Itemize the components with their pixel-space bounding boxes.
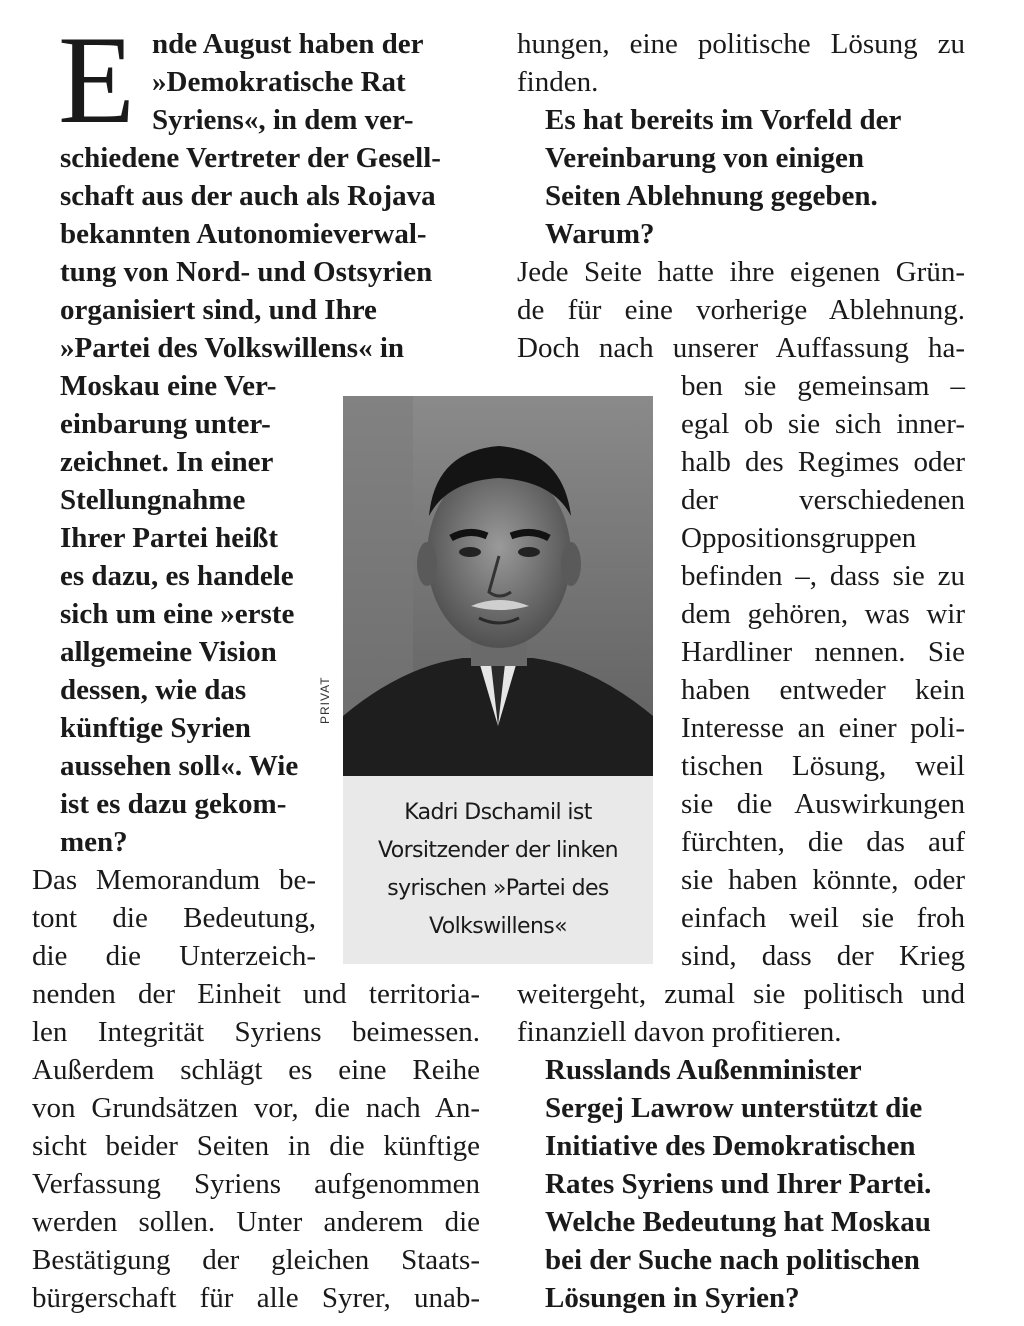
text-line: befinden –, dass sie zu	[681, 560, 965, 592]
question-line: es dazu, es handele	[60, 560, 294, 592]
question-line: bekannten Autonomieverwal-	[60, 218, 427, 250]
text-line: einfach weil sie froh	[681, 902, 965, 934]
text-line: Rates Syriens und Ihrer Partei.	[545, 1168, 932, 1200]
answer-line: bürgerschaft für alle Syrer, unab-	[32, 1282, 480, 1314]
text-line: tischen Lösung, weil	[681, 750, 965, 782]
text-line: Lösungen in Syrien?	[545, 1282, 800, 1314]
answer-line: tont die Bedeutung,	[32, 902, 316, 934]
drop-cap: E	[58, 11, 135, 150]
question-line: allgemeine Vision	[60, 636, 277, 668]
question-line: künftige Syrien	[60, 712, 251, 744]
text-line: Initiative des Demokratischen	[545, 1130, 916, 1162]
answer-line: die die Unterzeich-	[32, 940, 316, 972]
text-line: fürchten, die das auf	[681, 826, 965, 858]
answer-line: Bestätigung der gleichen Staats-	[32, 1244, 480, 1276]
text-line: sie haben könnte, oder	[681, 864, 965, 896]
text-line: dem gehören, was wir	[681, 598, 965, 630]
answer-line: von Grundsätzen vor, die nach An-	[32, 1092, 480, 1124]
text-line: der verschiedenen	[681, 484, 965, 516]
text-line: bei der Suche nach politischen	[545, 1244, 920, 1276]
question-line: zeichnet. In einer	[60, 446, 274, 478]
photo-credit: PRIVAT	[318, 676, 332, 724]
question-line: sich um eine »erste	[60, 598, 295, 630]
answer-line: Das Memorandum be-	[32, 864, 316, 896]
question-line: nde August haben der	[152, 28, 424, 60]
photo-caption-line: Vorsitzender der linken	[378, 838, 618, 863]
question-line: tung von Nord- und Ostsyrien	[60, 256, 433, 288]
question-line: ist es dazu gekom-	[60, 788, 287, 820]
text-line: Oppositionsgruppen	[681, 522, 917, 554]
photo-caption-line: syrischen »Partei des	[387, 876, 609, 901]
question-line: schiedene Vertreter der Gesell-	[60, 142, 441, 174]
question-line: einbarung unter-	[60, 408, 271, 440]
text-line: finden.	[517, 66, 599, 98]
question-line: schaft aus der auch als Rojava	[60, 180, 436, 212]
question-line: »Demokratische Rat	[152, 66, 406, 98]
text-line: Vereinbarung von einigen	[545, 142, 865, 174]
text-line: weitergeht, zumal sie politisch und	[517, 978, 965, 1010]
question-line: Syriens«, in dem ver-	[152, 104, 414, 136]
text-line: de für eine vorherige Ablehnung.	[517, 294, 965, 326]
text-line: halb des Regimes oder	[681, 446, 965, 478]
text-line: Doch nach unserer Auffassung ha-	[517, 332, 965, 364]
text-line: Warum?	[545, 218, 655, 250]
answer-line: Außerdem schlägt es eine Reihe	[32, 1054, 480, 1086]
answer-line: sicht beider Seiten in die künftige	[32, 1130, 480, 1162]
photo-caption-line: Kadri Dschamil ist	[404, 800, 592, 825]
text-line: Jede Seite hatte ihre eigenen Grün-	[517, 256, 965, 288]
photo-caption-line: Volkswillens«	[428, 914, 568, 939]
text-line: hungen, eine politische Lösung zu	[517, 28, 965, 60]
text-line: Seiten Ablehnung gegeben.	[545, 180, 878, 212]
text-line: finanziell davon profitieren.	[517, 1016, 842, 1048]
text-line: sind, dass der Krieg	[681, 940, 965, 972]
answer-line: Verfassung Syriens aufgenommen	[32, 1168, 480, 1200]
text-line: sie die Auswirkungen	[681, 788, 965, 820]
text-line: Interesse an einer poli-	[681, 712, 965, 744]
text-line: Hardliner nennen. Sie	[681, 636, 965, 668]
question-line: dessen, wie das	[60, 674, 247, 706]
question-line: Ihrer Partei heißt	[60, 522, 278, 554]
text-line: Welche Bedeutung hat Moskau	[545, 1206, 931, 1238]
text-line: Es hat bereits im Vorfeld der	[545, 104, 902, 136]
question-line: men?	[60, 826, 128, 858]
question-line: aussehen soll«. Wie	[60, 750, 299, 782]
portrait-photo	[343, 396, 653, 776]
answer-line: nenden der Einheit und territoria-	[32, 978, 480, 1010]
answer-line: len Integrität Syriens beimessen.	[32, 1016, 480, 1048]
question-line: Stellungnahme	[60, 484, 246, 516]
text-line: ben sie gemeinsam –	[681, 370, 965, 402]
text-line: Russlands Außenminister	[545, 1054, 862, 1086]
text-line: haben entweder kein	[681, 674, 965, 706]
question-line: organisiert sind, und Ihre	[60, 294, 377, 326]
text-line: egal ob sie sich inner-	[681, 408, 965, 440]
question-line: »Partei des Volkswillens« in	[60, 332, 405, 364]
answer-line: werden sollen. Unter anderem die	[32, 1206, 480, 1238]
text-line: Sergej Lawrow unterstützt die	[545, 1092, 923, 1124]
question-line: Moskau eine Ver-	[60, 370, 277, 402]
